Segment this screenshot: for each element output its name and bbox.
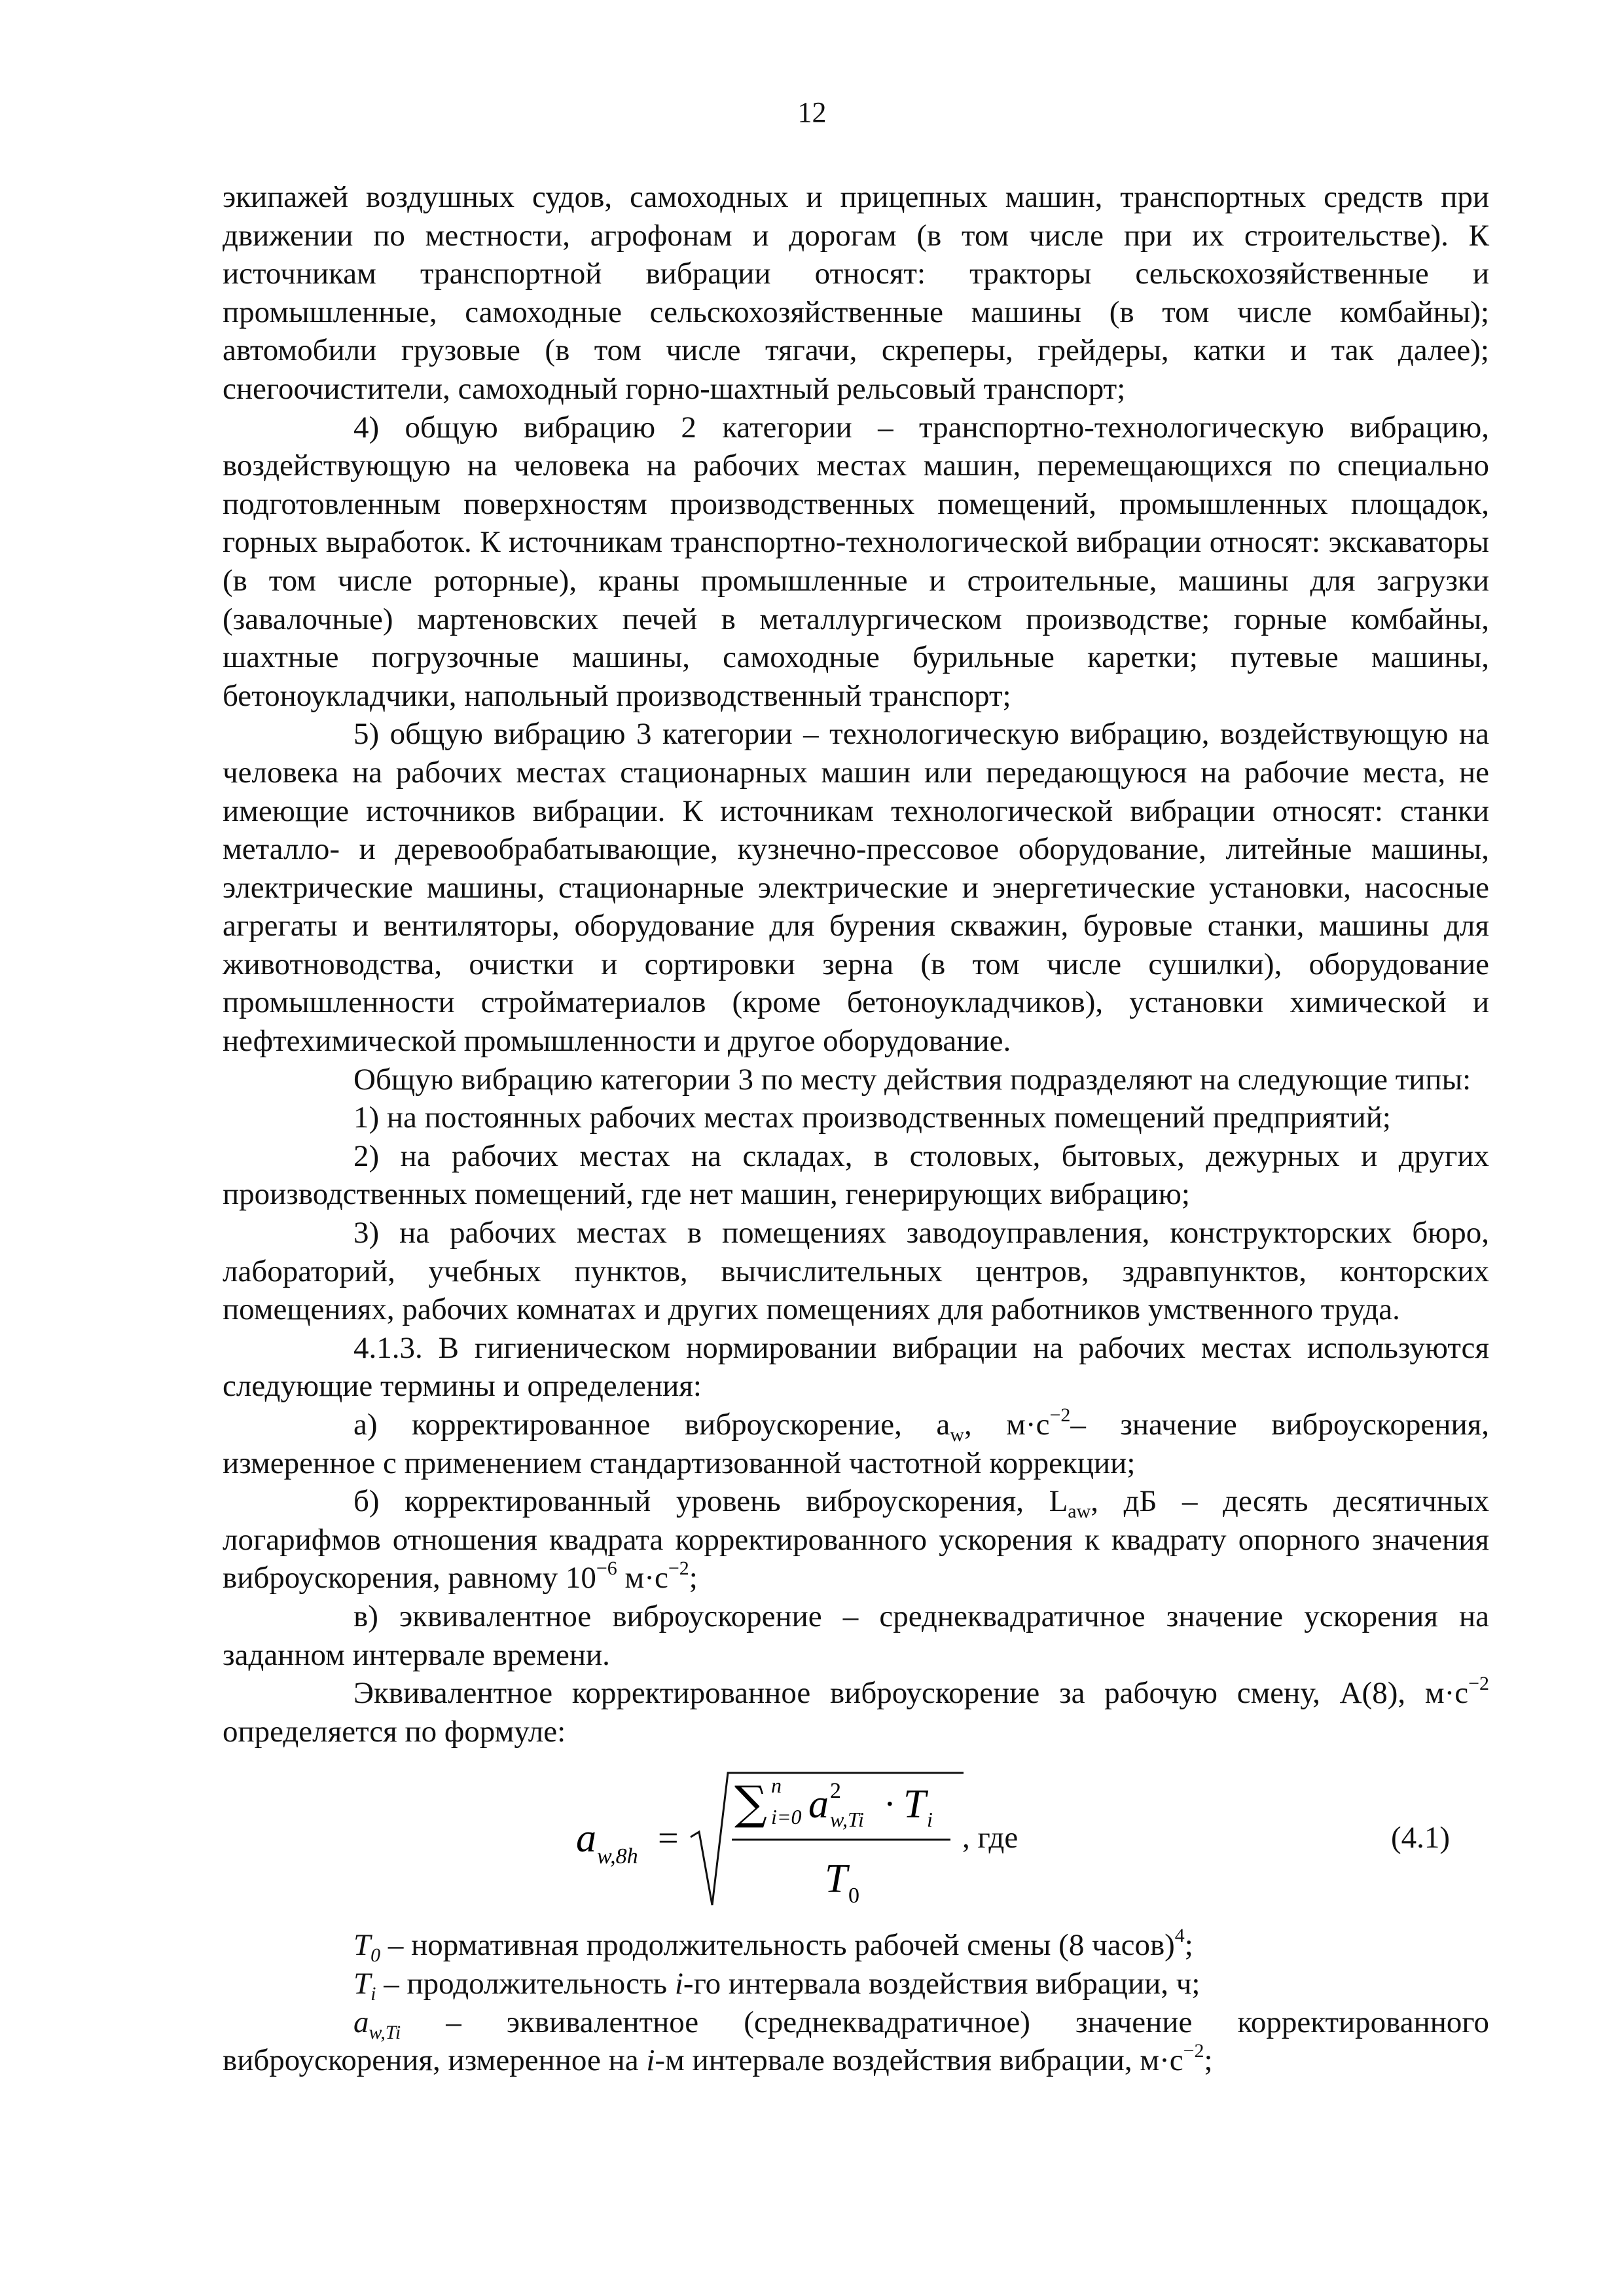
variable-definition-Ti: $T_i$ – продолжительность i-го интервала воздействия вибрации, ч;	[353, 1966, 1200, 2005]
definition-c: в) эквивалентное виброускорение – среднеквадратичное значение ускорения на заданном интервале времени.	[223, 1599, 1489, 1672]
document-body	[223, 178, 1489, 2080]
page-number: 12	[797, 96, 827, 128]
list-item-type-3: 3) на рабочих местах в помещениях заводоуправления, конструкторских бюро, лабораторий, учебных пунктов, вычислительных центров, здравпунктов, конторских помещениях, рабочих комнатах и других помещениях для работников умственного труда.	[223, 1216, 1489, 1327]
numerator-subscript: w,Ti	[830, 1808, 864, 1832]
sum-sign: ∑	[734, 1776, 767, 1831]
numerator-T: T	[903, 1782, 926, 1827]
sum-upper-limit: n	[771, 1774, 782, 1798]
multiplication-dot: ·	[884, 1784, 896, 1825]
definition-b: б) корректированный уровень виброускорения, $L_{aw}$, дБ – десять десятичных логарифмов отношения квадрата корректированного ускорения к квадрату опорного значения виброускорения, равному $10^{-6}$ $м\cdot с^{-2}$;	[223, 1484, 1489, 1595]
paragraph-section-4-1-3: 4.1.3. В гигиеническом нормировании вибрации на рабочих местах используются следующие термины и определения:	[223, 1330, 1489, 1404]
numerator-superscript: 2	[830, 1779, 841, 1804]
paragraph-category-3-types: Общую вибрацию категории 3 по месту действия подразделяют на следующие типы:	[353, 1062, 1471, 1097]
formula-where: , где	[962, 1821, 1019, 1855]
denominator-subscript: 0	[848, 1884, 859, 1908]
paragraph-category-3: 5) общую вибрацию 3 категории – технологическую вибрацию, воздействующую на человека на рабочих местах стационарных машин или передающуюся на рабочие места, не имеющие источников вибрации. К источникам технологической вибрации относят: станки металло- и деревообрабатывающие, кузнечно-прессовое оборудование, литейные машины, электрические машины, стационарные электрические и энергетические установки, насосные агрегаты и вентиляторы, оборудование для бурения скважин, буровые станки, машины для животноводства, очистки и сортировки зерна (в том числе сушилки), оборудование промышленности стройматериалов (кроме бетоноукладчиков), установки химической и нефтехимической промышленности и другое оборудование.	[223, 717, 1489, 1059]
paragraph-category-2: 4) общую вибрацию 2 категории – транспортно-технологическую вибрацию, воздействующую на человека на рабочих местах машин, перемещающихся по специально подготовленным поверхностям производственных помещений, промышленных площадок, горных выработок. К источникам транспортно-технологической вибрации относят: экскаваторы (в том числе роторные), краны промышленные и строительные, машины для загрузки (завалочные) мартеновских печей в металлургическом производстве; горные комбайны, шахтные погрузочные машины, самоходные бурильные каретки; путевые машины, бетоноукладчики, напольный производственный транспорт;	[223, 410, 1489, 713]
formula-number: (4.1)	[1390, 1821, 1450, 1855]
numerator-T-subscript: i	[927, 1808, 933, 1832]
sum-lower-limit: i=0	[771, 1805, 802, 1829]
paragraph-transport-vibration: экипажей воздушных судов, самоходных и прицепных машин, транспортных средств при движении по местности, агрофонам и дорогам (в том числе при их строительстве). К источникам транспортной вибрации относят: тракторы сельскохозяйственные и промышленные, самоходные сельскохозяйственные машины (в том числе комбайны); автомобили грузовые (в том числе тягачи, скреперы, грейдеры, катки и так далее); снегоочистители, самоходный горно-шахтный рельсовый транспорт;	[223, 180, 1489, 406]
list-item-type-1: 1) на постоянных рабочих местах производственных помещений предприятий;	[353, 1101, 1391, 1135]
definition-a: а) корректированное виброускорение, $a_w$, $м\cdot с^{-2}-$ значение виброускорения, измеренное с применением стандартизованной частотной коррекции;	[223, 1404, 1489, 1480]
list-item-type-2: 2) на рабочих местах на складах, в столовых, бытовых, дежурных и других производственных помещений, где нет машин, генерирующих вибрацию;	[223, 1139, 1489, 1212]
formula-4-1	[223, 1753, 1489, 1923]
formula-lhs-symbol: a	[576, 1816, 596, 1861]
variable-definition-awTi: $a_{w,Ti}$ – эквивалентное (среднеквадратичное) значение корректированного виброускорения, измеренное на i-м интервале воздействия вибрации, $м\cdot с^{-2}$;	[223, 2005, 1489, 2078]
formula-lhs-subscript: w,8h	[597, 1844, 638, 1869]
numerator-a: a	[808, 1782, 829, 1827]
formula-equals: =	[658, 1818, 679, 1859]
paragraph-formula-intro: Эквивалентное корректированное виброускорение за рабочую смену, A(8), $м\cdot с^{-2}$ определяется по формуле:	[223, 1673, 1489, 1749]
denominator-T: T	[825, 1857, 848, 1902]
formula-graphic	[563, 1753, 969, 1923]
variable-definition-T0: $T_0$ – нормативная продолжительность рабочей смены (8 часов)$^4$;	[353, 1925, 1193, 1967]
